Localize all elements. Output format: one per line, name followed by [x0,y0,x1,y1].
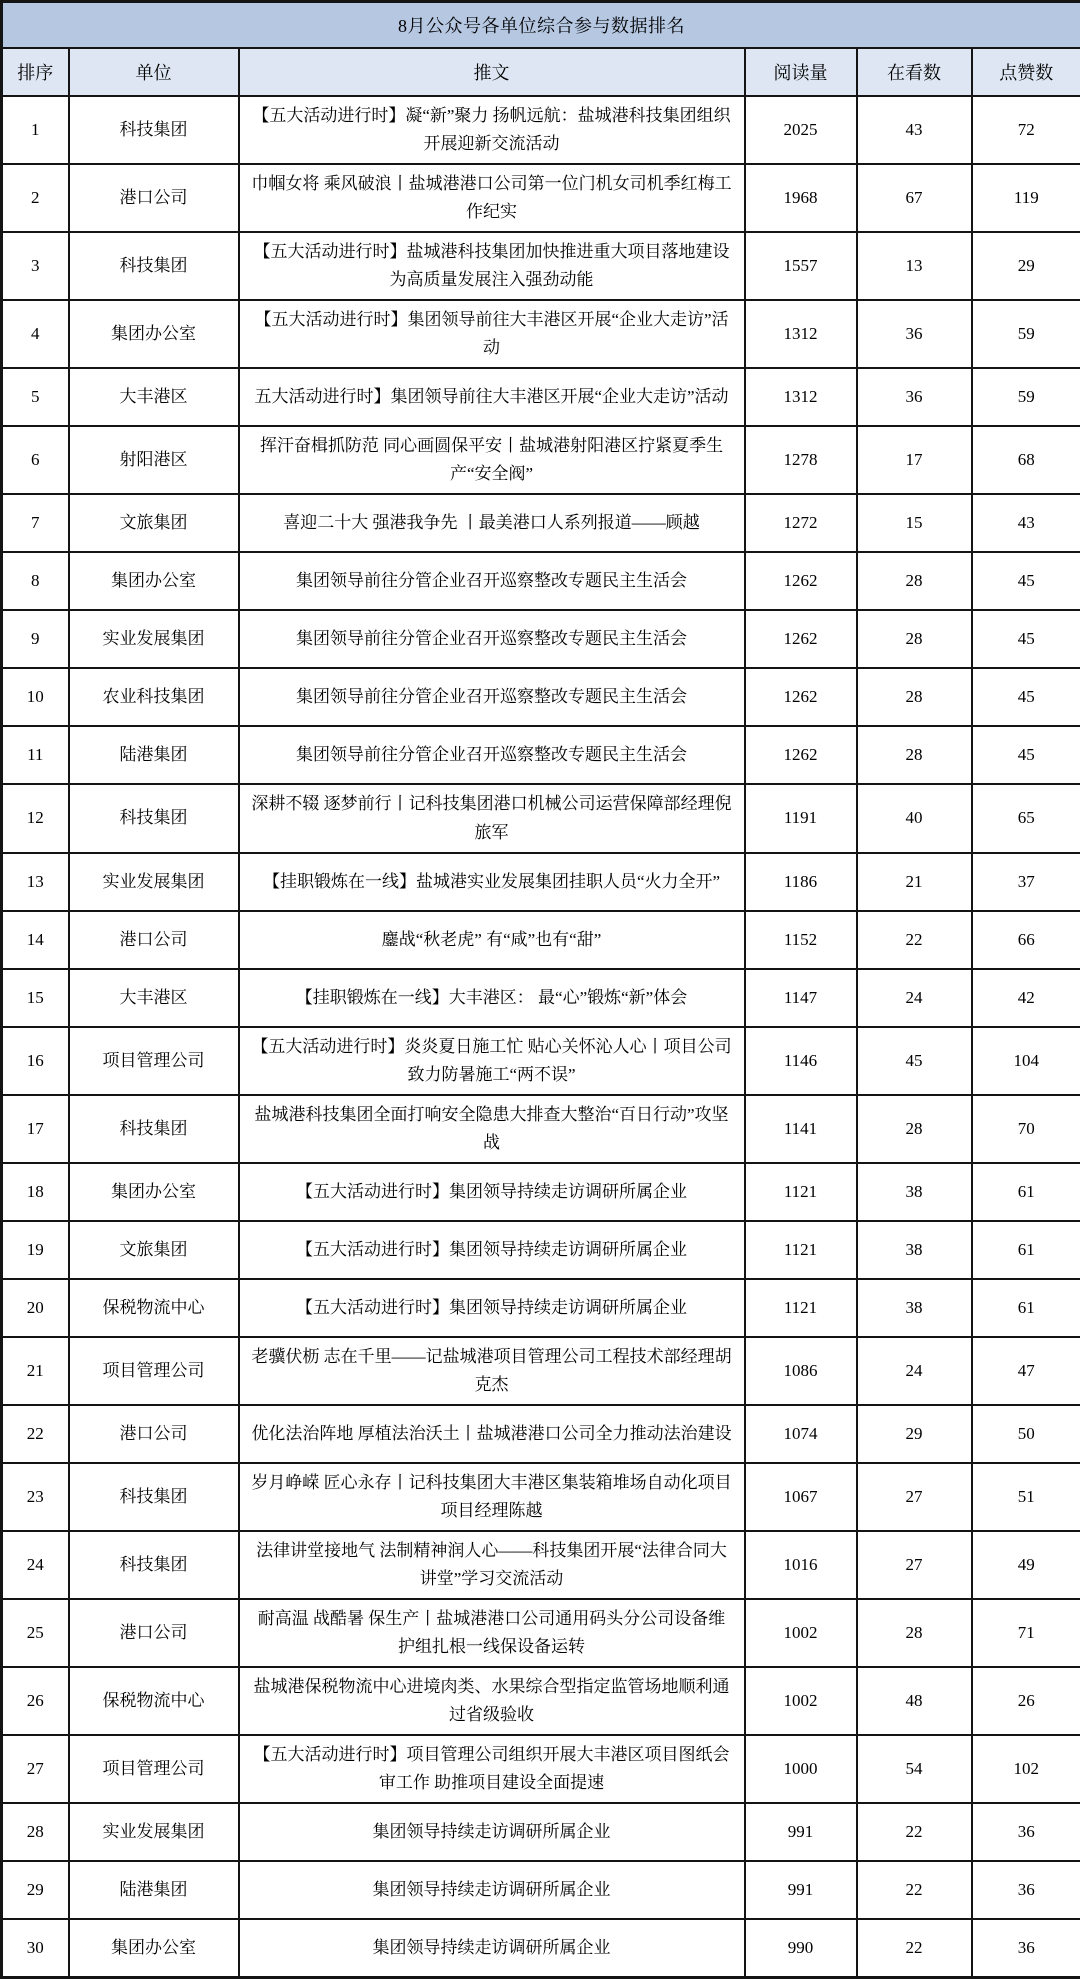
rank-cell: 22 [2,1405,69,1463]
article-cell: 老骥伏枥 志在千里——记盐城港项目管理公司工程技术部经理胡克杰 [239,1337,745,1405]
watches-cell: 43 [857,96,972,164]
reads-cell: 1968 [745,164,857,232]
likes-cell: 51 [972,1463,1080,1531]
unit-cell: 项目管理公司 [69,1337,239,1405]
likes-cell: 59 [972,368,1080,426]
article-cell: 【五大活动进行时】集团领导前往大丰港区开展“企业大走访”活动 [239,300,745,368]
article-cell: 【五大活动进行时】项目管理公司组织开展大丰港区项目图纸会审工作 助推项目建设全面提速 [239,1735,745,1803]
table-row [2,1599,1080,1667]
reads-cell: 1312 [745,300,857,368]
likes-cell: 45 [972,552,1080,610]
unit-cell: 集团办公室 [69,552,239,610]
reads-cell: 1074 [745,1405,857,1463]
watches-cell: 13 [857,232,972,300]
rank-cell: 29 [2,1861,69,1919]
unit-cell: 科技集团 [69,96,239,164]
reads-cell: 1152 [745,911,857,969]
unit-cell: 保税物流中心 [69,1667,239,1735]
article-cell: 盐城港科技集团全面打响安全隐患大排查大整治“百日行动”攻坚战 [239,1095,745,1163]
rank-cell: 17 [2,1095,69,1163]
table-row [2,1667,1080,1735]
likes-cell: 61 [972,1279,1080,1337]
reads-cell: 1278 [745,426,857,494]
table-row [2,784,1080,852]
reads-cell: 1191 [745,784,857,852]
likes-cell: 68 [972,426,1080,494]
reads-cell: 1121 [745,1163,857,1221]
col-header-rank: 排序 [2,48,69,96]
reads-cell: 1086 [745,1337,857,1405]
table-row [2,1163,1080,1221]
article-cell: 挥汗奋楫抓防范 同心画圆保平安丨盐城港射阳港区拧紧夏季生产“安全阀” [239,426,745,494]
table-row [2,1405,1080,1463]
rank-cell: 11 [2,726,69,784]
table-row [2,1531,1080,1599]
watches-cell: 38 [857,1221,972,1279]
reads-cell: 1557 [745,232,857,300]
unit-cell: 陆港集团 [69,1861,239,1919]
table-row [2,494,1080,552]
article-cell: 【挂职锻炼在一线】盐城港实业发展集团挂职人员“火力全开” [239,853,745,911]
likes-cell: 65 [972,784,1080,852]
unit-cell: 大丰港区 [69,368,239,426]
likes-cell: 61 [972,1221,1080,1279]
col-header-watches: 在看数 [857,48,972,96]
rank-cell: 1 [2,96,69,164]
unit-cell: 科技集团 [69,784,239,852]
unit-cell: 文旅集团 [69,1221,239,1279]
unit-cell: 港口公司 [69,1405,239,1463]
watches-cell: 28 [857,552,972,610]
table-row [2,1735,1080,1803]
reads-cell: 990 [745,1919,857,1978]
article-cell: 【五大活动进行时】凝“新”聚力 扬帆远航：盐城港科技集团组织开展迎新交流活动 [239,96,745,164]
article-cell: 巾帼女将 乘风破浪丨盐城港港口公司第一位门机女司机季红梅工作纪实 [239,164,745,232]
watches-cell: 22 [857,1803,972,1861]
unit-cell: 项目管理公司 [69,1735,239,1803]
unit-cell: 陆港集团 [69,726,239,784]
article-cell: 集团领导前往分管企业召开巡察整改专题民主生活会 [239,726,745,784]
table-title: 8月公众号各单位综合参与数据排名 [2,2,1080,49]
watches-cell: 21 [857,853,972,911]
table-row [2,1919,1080,1978]
likes-cell: 61 [972,1163,1080,1221]
reads-cell: 1262 [745,726,857,784]
table-row [2,96,1080,164]
watches-cell: 40 [857,784,972,852]
watches-cell: 38 [857,1279,972,1337]
unit-cell: 集团办公室 [69,300,239,368]
table-row [2,426,1080,494]
rank-cell: 2 [2,164,69,232]
watches-cell: 67 [857,164,972,232]
reads-cell: 991 [745,1803,857,1861]
article-cell: 集团领导持续走访调研所属企业 [239,1919,745,1978]
rank-cell: 12 [2,784,69,852]
reads-cell: 1262 [745,668,857,726]
col-header-reads: 阅读量 [745,48,857,96]
rank-cell: 10 [2,668,69,726]
article-cell: 喜迎二十大 强港我争先 丨最美港口人系列报道——顾越 [239,494,745,552]
unit-cell: 文旅集团 [69,494,239,552]
watches-cell: 22 [857,1861,972,1919]
table-row [2,853,1080,911]
table-row [2,552,1080,610]
article-cell: 【五大活动进行时】集团领导持续走访调研所属企业 [239,1279,745,1337]
reads-cell: 1146 [745,1027,857,1095]
unit-cell: 实业发展集团 [69,853,239,911]
reads-cell: 1262 [745,610,857,668]
likes-cell: 47 [972,1337,1080,1405]
rank-cell: 14 [2,911,69,969]
column-header-row [2,48,1080,96]
table-row [2,164,1080,232]
reads-cell: 1121 [745,1221,857,1279]
likes-cell: 71 [972,1599,1080,1667]
unit-cell: 保税物流中心 [69,1279,239,1337]
rank-cell: 15 [2,969,69,1027]
table-row [2,668,1080,726]
reads-cell: 1272 [745,494,857,552]
article-cell: 【五大活动进行时】盐城港科技集团加快推进重大项目落地建设为高质量发展注入强劲动能 [239,232,745,300]
rank-cell: 30 [2,1919,69,1978]
likes-cell: 37 [972,853,1080,911]
table-row [2,368,1080,426]
article-cell: 【挂职锻炼在一线】大丰港区： 最“心”锻炼“新”体会 [239,969,745,1027]
article-cell: 五大活动进行时】集团领导前往大丰港区开展“企业大走访”活动 [239,368,745,426]
table-row [2,1279,1080,1337]
likes-cell: 72 [972,96,1080,164]
rank-cell: 28 [2,1803,69,1861]
unit-cell: 港口公司 [69,911,239,969]
watches-cell: 27 [857,1531,972,1599]
unit-cell: 港口公司 [69,1599,239,1667]
watches-cell: 28 [857,610,972,668]
article-cell: 优化法治阵地 厚植法治沃土丨盐城港港口公司全力推动法治建设 [239,1405,745,1463]
rank-cell: 9 [2,610,69,668]
table-row [2,1861,1080,1919]
watches-cell: 29 [857,1405,972,1463]
likes-cell: 36 [972,1861,1080,1919]
rank-cell: 27 [2,1735,69,1803]
table-row [2,726,1080,784]
rank-cell: 16 [2,1027,69,1095]
article-cell: 耐高温 战酷暑 保生产丨盐城港港口公司通用码头分公司设备维护组扎根一线保设备运转 [239,1599,745,1667]
likes-cell: 70 [972,1095,1080,1163]
watches-cell: 28 [857,1599,972,1667]
unit-cell: 射阳港区 [69,426,239,494]
reads-cell: 1141 [745,1095,857,1163]
article-cell: 深耕不辍 逐梦前行丨记科技集团港口机械公司运营保障部经理倪旅军 [239,784,745,852]
article-cell: 集团领导持续走访调研所属企业 [239,1861,745,1919]
unit-cell: 科技集团 [69,1463,239,1531]
table-body [2,96,1080,1978]
watches-cell: 38 [857,1163,972,1221]
col-header-unit: 单位 [69,48,239,96]
rank-cell: 7 [2,494,69,552]
article-cell: 【五大活动进行时】集团领导持续走访调研所属企业 [239,1163,745,1221]
watches-cell: 22 [857,911,972,969]
table-row [2,300,1080,368]
likes-cell: 45 [972,668,1080,726]
table-row [2,1337,1080,1405]
likes-cell: 119 [972,164,1080,232]
rank-cell: 26 [2,1667,69,1735]
rank-cell: 8 [2,552,69,610]
table-row [2,610,1080,668]
reads-cell: 1000 [745,1735,857,1803]
likes-cell: 26 [972,1667,1080,1735]
table-row [2,1095,1080,1163]
rank-cell: 21 [2,1337,69,1405]
watches-cell: 45 [857,1027,972,1095]
col-header-article: 推文 [239,48,745,96]
rank-cell: 3 [2,232,69,300]
watches-cell: 36 [857,368,972,426]
likes-cell: 45 [972,610,1080,668]
reads-cell: 2025 [745,96,857,164]
rank-cell: 13 [2,853,69,911]
watches-cell: 24 [857,969,972,1027]
unit-cell: 科技集团 [69,1095,239,1163]
likes-cell: 36 [972,1919,1080,1978]
article-cell: 集团领导前往分管企业召开巡察整改专题民主生活会 [239,610,745,668]
rank-cell: 6 [2,426,69,494]
table-row [2,911,1080,969]
article-cell: 集团领导前往分管企业召开巡察整改专题民主生活会 [239,668,745,726]
unit-cell: 科技集团 [69,232,239,300]
col-header-likes: 点赞数 [972,48,1080,96]
reads-cell: 1067 [745,1463,857,1531]
likes-cell: 102 [972,1735,1080,1803]
reads-cell: 991 [745,1861,857,1919]
watches-cell: 28 [857,726,972,784]
reads-cell: 1147 [745,969,857,1027]
table-row [2,1221,1080,1279]
reads-cell: 1121 [745,1279,857,1337]
rank-cell: 20 [2,1279,69,1337]
likes-cell: 50 [972,1405,1080,1463]
rank-cell: 25 [2,1599,69,1667]
unit-cell: 实业发展集团 [69,1803,239,1861]
likes-cell: 66 [972,911,1080,969]
watches-cell: 28 [857,1095,972,1163]
watches-cell: 54 [857,1735,972,1803]
watches-cell: 17 [857,426,972,494]
likes-cell: 45 [972,726,1080,784]
watches-cell: 22 [857,1919,972,1978]
reads-cell: 1002 [745,1599,857,1667]
rank-cell: 5 [2,368,69,426]
likes-cell: 36 [972,1803,1080,1861]
table-row [2,1463,1080,1531]
watches-cell: 48 [857,1667,972,1735]
watches-cell: 15 [857,494,972,552]
article-cell: 法律讲堂接地气 法制精神润人心——科技集团开展“法律合同大讲堂”学习交流活动 [239,1531,745,1599]
unit-cell: 港口公司 [69,164,239,232]
reads-cell: 1002 [745,1667,857,1735]
likes-cell: 49 [972,1531,1080,1599]
rank-cell: 23 [2,1463,69,1531]
rank-cell: 4 [2,300,69,368]
article-cell: 【五大活动进行时】集团领导持续走访调研所属企业 [239,1221,745,1279]
rank-cell: 19 [2,1221,69,1279]
table-row [2,969,1080,1027]
unit-cell: 集团办公室 [69,1163,239,1221]
article-cell: 集团领导持续走访调研所属企业 [239,1803,745,1861]
likes-cell: 42 [972,969,1080,1027]
reads-cell: 1186 [745,853,857,911]
unit-cell: 科技集团 [69,1531,239,1599]
article-cell: 鏖战“秋老虎” 有“咸”也有“甜” [239,911,745,969]
reads-cell: 1016 [745,1531,857,1599]
unit-cell: 农业科技集团 [69,668,239,726]
unit-cell: 项目管理公司 [69,1027,239,1095]
watches-cell: 36 [857,300,972,368]
likes-cell: 43 [972,494,1080,552]
article-cell: 集团领导前往分管企业召开巡察整改专题民主生活会 [239,552,745,610]
likes-cell: 29 [972,232,1080,300]
article-cell: 盐城港保税物流中心进境肉类、水果综合型指定监管场地顺利通过省级验收 [239,1667,745,1735]
reads-cell: 1262 [745,552,857,610]
reads-cell: 1312 [745,368,857,426]
title-row [2,2,1080,49]
likes-cell: 59 [972,300,1080,368]
likes-cell: 104 [972,1027,1080,1095]
rank-cell: 24 [2,1531,69,1599]
unit-cell: 实业发展集团 [69,610,239,668]
watches-cell: 27 [857,1463,972,1531]
table-row [2,232,1080,300]
unit-cell: 大丰港区 [69,969,239,1027]
watches-cell: 28 [857,668,972,726]
watches-cell: 24 [857,1337,972,1405]
article-cell: 【五大活动进行时】炎炎夏日施工忙 贴心关怀沁人心丨项目公司致力防暑施工“两不误” [239,1027,745,1095]
rank-cell: 18 [2,1163,69,1221]
table-row [2,1803,1080,1861]
unit-cell: 集团办公室 [69,1919,239,1978]
article-cell: 岁月峥嵘 匠心永存丨记科技集团大丰港区集装箱堆场自动化项目项目经理陈越 [239,1463,745,1531]
table-row [2,1027,1080,1095]
